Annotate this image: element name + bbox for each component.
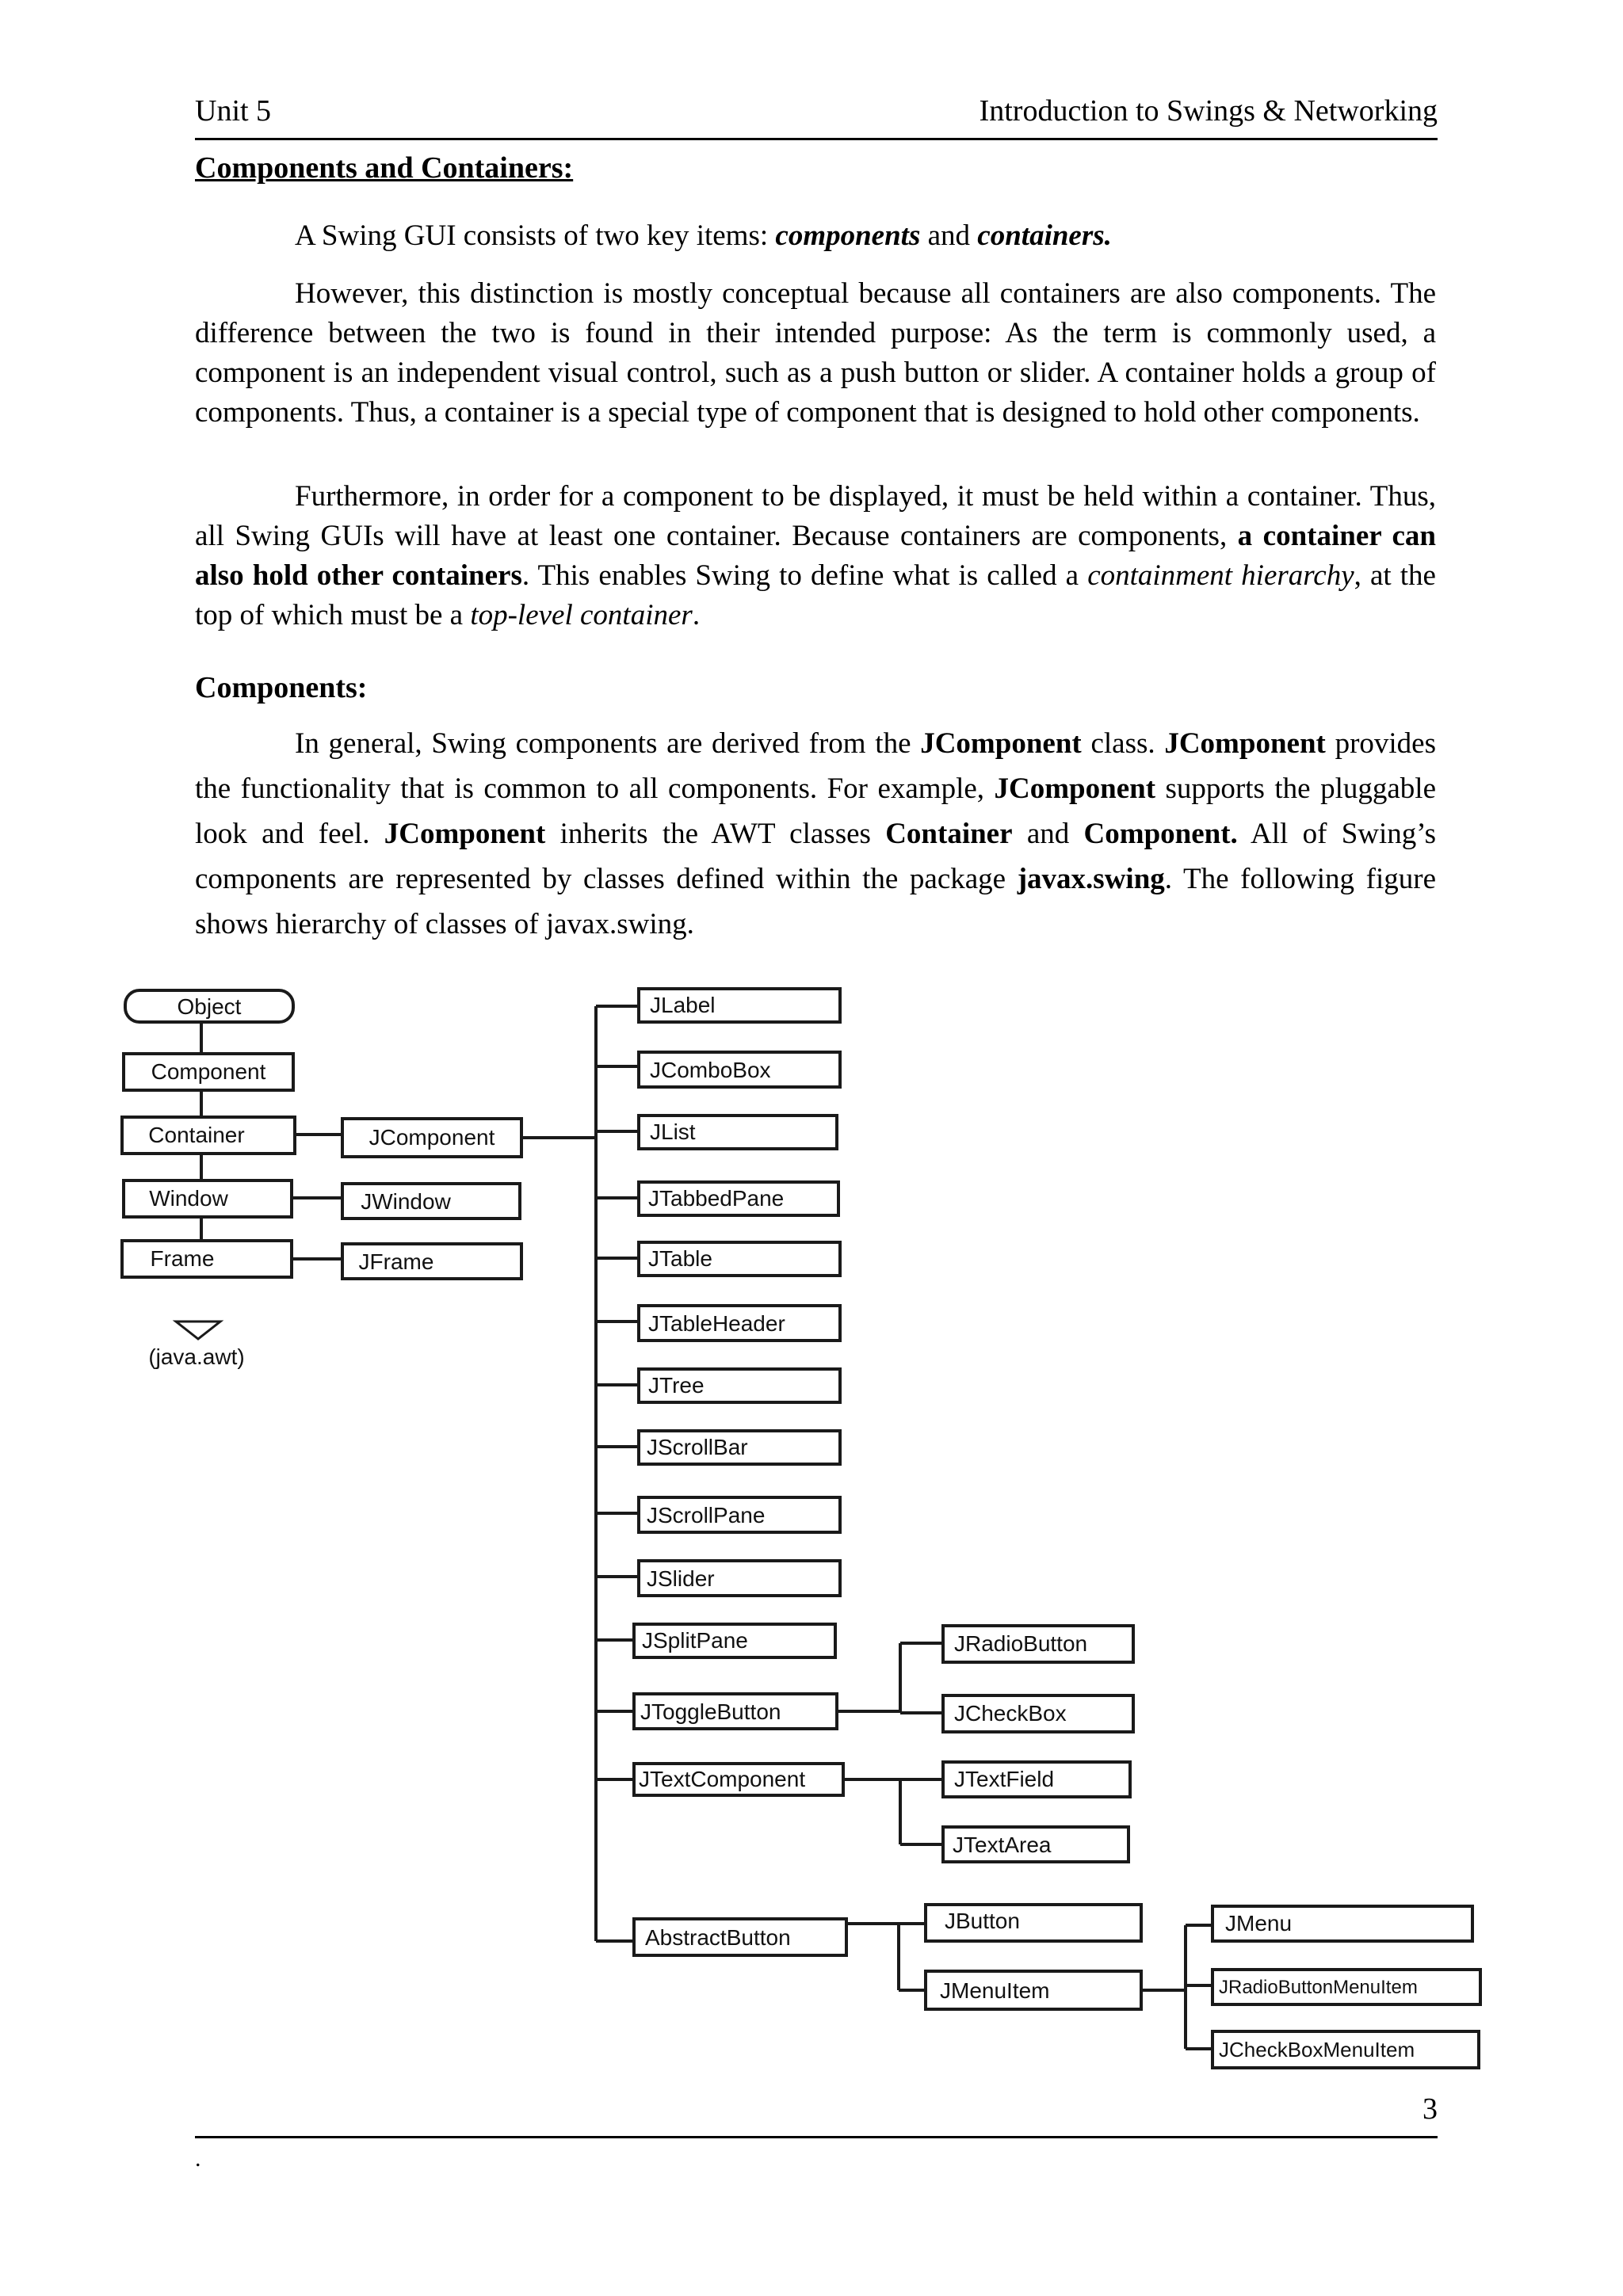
class-label-jtogglebutton: JToggleButton (640, 1699, 781, 1724)
paragraph-containment: Furthermore, in order for a component to be displayed, it must be held within a container. Thus, all Swing GUIs will have at least one container. Because containers are components, a container can also hold other containers. This enables Swing to define what is called a containment hierarchy, at the top of which must be a top-level container. (195, 480, 1436, 631)
package-triangle-icon (176, 1322, 220, 1339)
class-label-frame: Frame (150, 1246, 215, 1271)
class-label-jsplitpane: JSplitPane (642, 1628, 748, 1653)
footer-rule (195, 2136, 1438, 2138)
class-label-jtextarea: JTextArea (953, 1833, 1052, 1857)
page-header (195, 89, 1438, 140)
class-label-jcheckboxmenuitem: JCheckBoxMenuItem (1219, 2038, 1415, 2061)
class-label-jcomponent: JComponent (369, 1125, 495, 1150)
class-label-component: Component (151, 1059, 266, 1084)
paragraph-intro: A Swing GUI consists of two key items: components and containers. (295, 219, 1112, 252)
paragraph-jcomponent: In general, Swing components are derived from the JComponent class. JComponent provides the functionality that is common to all components. For example, JComponent supports the pluggable look and feel. JComponent inherits the AWT classes Container and Component. All of Swing’s components are represented by classes defined within the package javax.swing. The following figure shows hierarchy of classes of javax.swing. (195, 727, 1436, 940)
class-label-jtextcomponent: JTextComponent (639, 1767, 806, 1791)
class-label-jmenu: JMenu (1225, 1911, 1293, 1936)
class-label-jradiobuttonmenuitem: JRadioButtonMenuItem (1219, 1977, 1418, 1998)
swing-hierarchy-diagram (0, 951, 1623, 2092)
class-label-jframe: JFrame (358, 1249, 434, 1274)
class-label-jradiobutton: JRadioButton (954, 1631, 1088, 1656)
footer-dot: . (195, 2145, 201, 2172)
class-label-window: Window (149, 1186, 228, 1211)
class-label-jtree: JTree (648, 1373, 705, 1398)
class-label-jlabel: JLabel (650, 993, 716, 1017)
class-label-jscrollbar: JScrollBar (647, 1435, 748, 1459)
section-title-components-containers: Components and Containers: (195, 151, 574, 185)
class-label-jslider: JSlider (647, 1566, 715, 1591)
package-label-java-awt: (java.awt) (148, 1344, 245, 1369)
awt-chain (122, 990, 295, 1369)
abstractbutton-children (846, 1905, 1141, 2009)
paragraph-distinction: However, this distinction is mostly conceptual because all containers are also components. The difference between the two is found in their intended purpose: As the term is commonly used, a component is an independent visual control, such as a push button or slider. A container holds a group of components. Thus, a container is a special type of component that is designed to hold other components. (195, 277, 1436, 429)
swing-top-level (292, 1119, 596, 1279)
class-label-jcombobox: JComboBox (650, 1058, 771, 1082)
header-title: Introduction to Swings & Networking (979, 94, 1438, 128)
class-label-container: Container (148, 1123, 245, 1147)
class-label-jtableheader: JTableHeader (648, 1311, 785, 1336)
section-title-components: Components: (195, 671, 368, 704)
jtextcomponent-children (843, 1762, 1130, 1862)
class-label-jwindow: JWindow (361, 1189, 451, 1214)
class-label-jtextfield: JTextField (954, 1767, 1055, 1791)
class-label-jcheckbox: JCheckBox (954, 1701, 1067, 1726)
jmenuitem-children (1141, 1906, 1480, 2068)
class-label-jscrollpane: JScrollPane (647, 1503, 766, 1527)
class-label-jbutton: JButton (945, 1909, 1020, 1933)
class-label-jtable: JTable (648, 1246, 712, 1271)
class-label-abstractbutton: AbstractButton (645, 1925, 791, 1950)
class-label-jtabbedpane: JTabbedPane (648, 1186, 785, 1211)
page-number: 3 (1423, 2092, 1438, 2126)
class-label-object: Object (177, 994, 242, 1019)
jcomponent-children (596, 989, 846, 1955)
class-label-jmenuitem: JMenuItem (940, 1978, 1050, 2003)
header-unit: Unit 5 (195, 94, 272, 128)
class-label-jlist: JList (650, 1119, 696, 1144)
jtogglebutton-children (837, 1626, 1133, 1732)
